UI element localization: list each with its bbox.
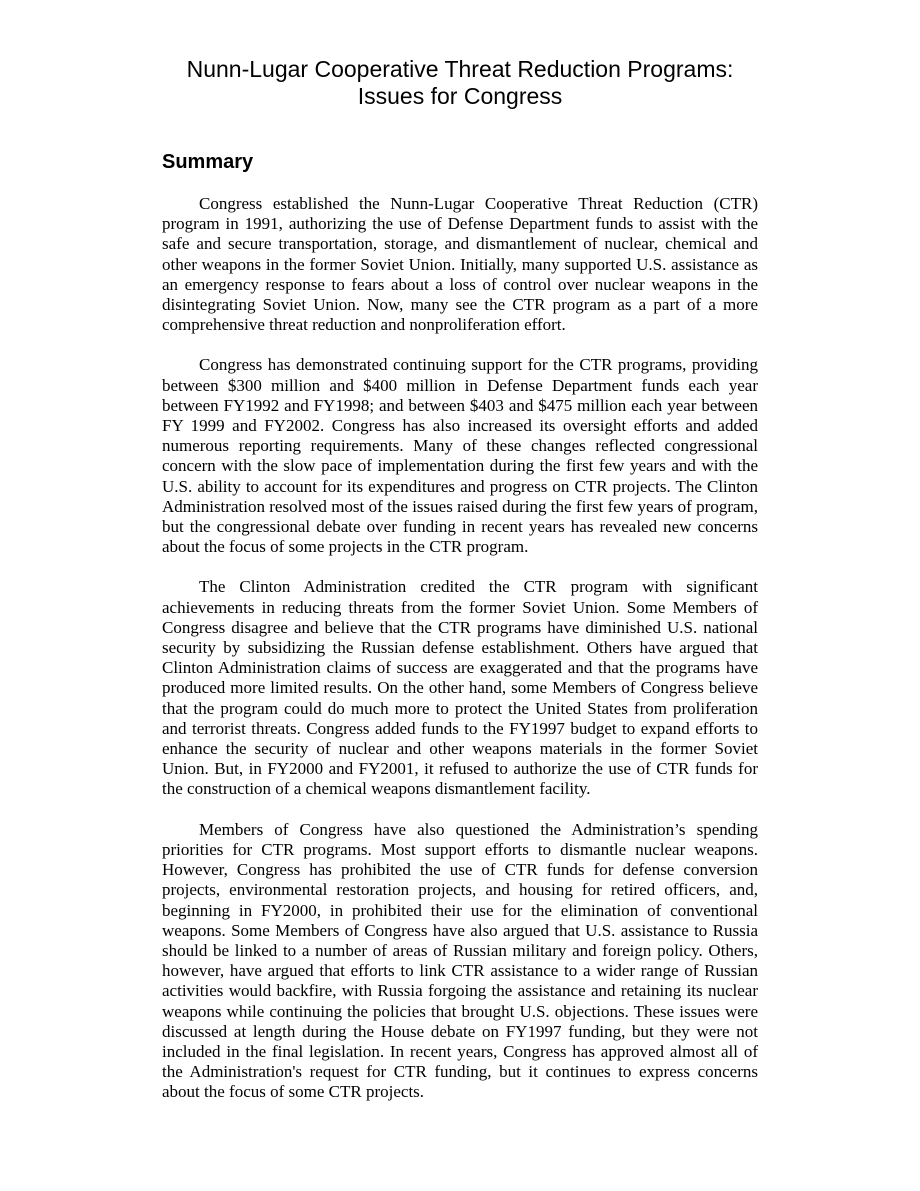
document-title	[162, 56, 758, 110]
document-title-line-2: Issues for Congress	[357, 83, 563, 109]
summary-paragraph-1: Congress established the Nunn-Lugar Cooperative Threat Reduction (CTR) program in 1991, authorizing the use of Defense Department funds to assist with the safe and secure transportation, storage, and dismantlement of nuclear, chemical and other weapons in the former Soviet Union. Initially, many supported U.S. assistance as an emergency response to fears about a loss of control over nuclear weapons in the disintegrating Soviet Union. Now, many see the CTR program as a part of a more comprehensive threat reduction and nonproliferation effort.	[162, 194, 758, 335]
summary-paragraph-3: The Clinton Administration credited the CTR program with significant achievements in reducing threats from the former Soviet Union. Some Members of Congress disagree and believe that the CTR programs have diminished U.S. national security by subsidizing the Russian defense establishment. Others have argued that Clinton Administration claims of success are exaggerated and that the programs have produced more limited results. On the other hand, some Members of Congress believe that the program could do much more to protect the United States from proliferation and terrorist threats. Congress added funds to the FY1997 budget to expand efforts to enhance the security of nuclear and other weapons materials in the former Soviet Union. But, in FY2000 and FY2001, it refused to authorize the use of CTR funds for the construction of a chemical weapons dismantlement facility.	[162, 577, 758, 799]
summary-paragraph-4: Members of Congress have also questioned the Administration’s spending priorities for CTR programs. Most support efforts to dismantle nuclear weapons. However, Congress has prohibited the use of CTR funds for defense conversion projects, environmental restoration projects, and housing for retired officers, and, beginning in FY2000, in prohibited their use for the elimination of conventional weapons. Some Members of Congress have also argued that U.S. assistance to Russia should be linked to a number of areas of Russian military and foreign policy. Others, however, have argued that efforts to link CTR assistance to a wider range of Russian activities would backfire, with Russia forgoing the assistance and retaining its nuclear weapons while continuing the policies that brought U.S. objections. These issues were discussed at length during the House debate on FY1997 funding, but they were not included in the final legislation. In recent years, Congress has approved almost all of the Administration's request for CTR funding, but it continues to express concerns about the focus of some CTR projects.	[162, 819, 758, 1102]
summary-body	[162, 194, 758, 1123]
section-heading-summary: Summary	[162, 151, 254, 173]
summary-paragraph-2: Congress has demonstrated continuing support for the CTR programs, providing between $300 million and $400 million in Defense Department funds each year between FY1992 and FY1998; and between $403 and $475 million each year between FY 1999 and FY2002. Congress has also increased its oversight efforts and added numerous reporting requirements. Many of these changes reflected congressional concern with the slow pace of implementation during the first few years and with the U.S. ability to account for its expenditures and progress on CTR projects. The Clinton Administration resolved most of the issues raised during the first few years of program, but the congressional debate over funding in recent years has revealed new concerns about the focus of some projects in the CTR program.	[162, 355, 758, 557]
document-title-line-1: Nunn-Lugar Cooperative Threat Reduction Programs:	[186, 56, 734, 82]
